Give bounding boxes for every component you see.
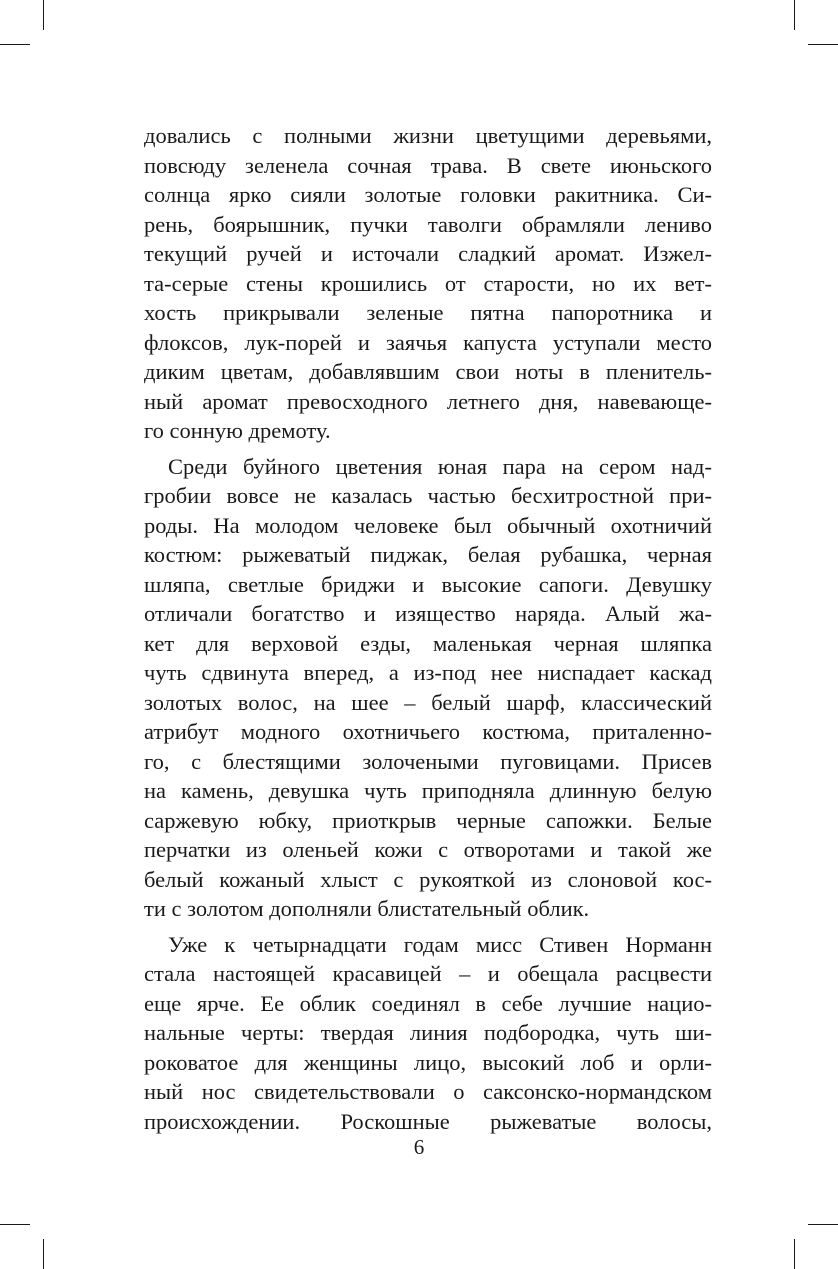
text-line: го, с блестящими золочеными пуговицами. Присев [144, 748, 712, 774]
text-line: шляпа, светлые бриджи и высокие сапоги. Девушку [144, 571, 712, 597]
text-line: роковатое для женщины лицо, высокий лоб и орли- [144, 1049, 712, 1075]
text-line: атрибут модного охотничьего костюма, приталенно- [144, 719, 712, 744]
text-line: еще ярче. Ее облик соединял в себе лучшие нацио- [144, 990, 712, 1016]
text-line: на камень, девушка чуть приподняла длинную белую [144, 778, 712, 803]
text-line: ный нос свидетельствовали о саксонско-нормандском [144, 1079, 712, 1104]
text-line: текущий ручей и источали сладкий аромат. Изжел- [144, 241, 712, 266]
text-line: довались с полными жизни цветущими деревьями, [144, 123, 712, 148]
text-line: та-серые стены крошились от старости, но их вет- [144, 270, 712, 296]
text-line: происхождении. Роскошные рыжеватые волосы, [144, 1108, 712, 1134]
crop-mark-top-right-horizontal [808, 44, 838, 45]
text-line: рень, боярышник, пучки таволги обрамляли лениво [144, 211, 712, 237]
crop-mark-bottom-left-vertical [43, 1239, 44, 1269]
text-line: нальные черты: твердая линия подбородка, чуть ши- [144, 1020, 712, 1045]
text-line: Среди буйного цветения юная пара на сером над- [168, 453, 712, 479]
crop-mark-top-left-horizontal [0, 44, 30, 45]
crop-mark-bottom-right-vertical [794, 1239, 795, 1269]
crop-mark-top-left-vertical [43, 0, 44, 30]
text-line: кет для верховой езды, маленькая черная шляпка [144, 630, 712, 656]
page-number: 6 [413, 1135, 425, 1159]
crop-mark-bottom-left-horizontal [0, 1224, 30, 1225]
text-line: ти с золотом дополняли блистательный облик. [144, 896, 590, 921]
text-line: саржевую юбку, приоткрыв черные сапожки. Белые [144, 807, 712, 833]
text-line: повсюду зеленела сочная трава. В свете июньского [144, 152, 712, 178]
text-line: ный аромат превосходного летнего дня, навевающе- [144, 388, 712, 414]
text-line: золотых волос, на шее – белый шарф, классический [144, 689, 712, 715]
text-line: отличали богатство и изящество наряда. Алый жа- [144, 601, 712, 626]
text-line: Уже к четырнадцати годам мисс Стивен Норманн [168, 931, 712, 957]
text-line: роды. На молодом человеке был обычный охотничий [144, 512, 712, 538]
text-line: гробии вовсе не казалась частью бесхитростной при- [144, 483, 712, 508]
text-line: чуть сдвинута вперед, а из-под нее ниспадает каскад [144, 660, 712, 685]
paragraph [144, 930, 712, 1137]
text-line: костюм: рыжеватый пиджак, белая рубашка, черная [144, 542, 712, 567]
text-line: солнца ярко сияли золотые головки ракитника. Си- [144, 182, 712, 207]
crop-mark-bottom-right-horizontal [808, 1224, 838, 1225]
text-line: белый кожаный хлыст с рукояткой из слоновой кос- [144, 866, 712, 892]
crop-mark-top-right-vertical [794, 0, 795, 30]
text-line: перчатки из оленьей кожи с отворотами и такой же [144, 837, 712, 862]
body-text [144, 121, 712, 1136]
text-line: го сонную дремоту. [144, 418, 331, 443]
paragraph [144, 121, 712, 446]
text-line: флоксов, лук-порей и заячья капуста уступали место [144, 329, 712, 355]
paragraph [144, 452, 712, 924]
text-line: стала настоящей красавицей – и обещала расцвести [144, 961, 712, 986]
text-line: хость прикрывали зеленые пятна папоротника и [144, 300, 712, 325]
text-line: диким цветам, добавлявшим свои ноты в пленитель- [144, 359, 712, 384]
